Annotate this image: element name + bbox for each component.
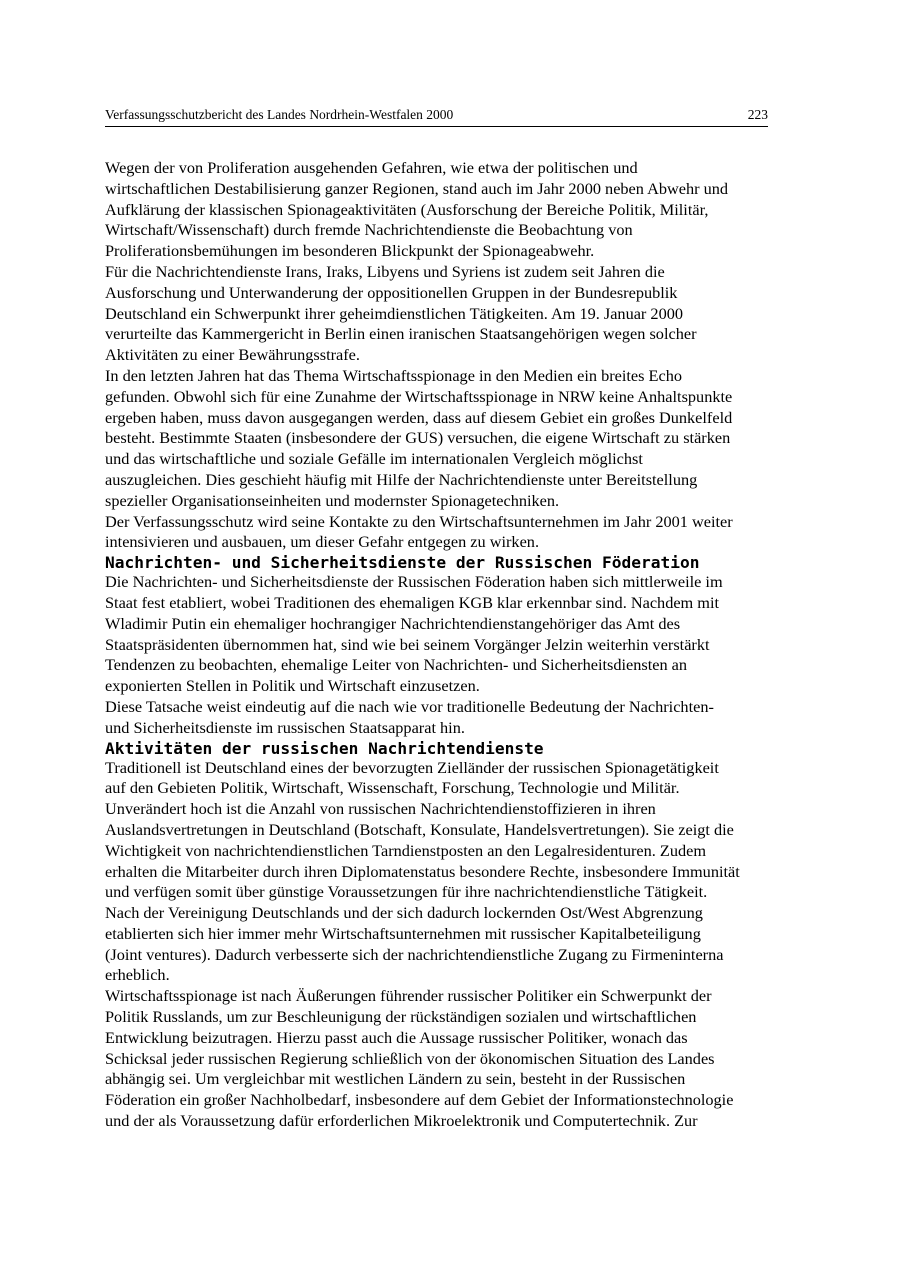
text-line: Der Verfassungsschutz wird seine Kontakte zu den Wirtschaftsunternehmen im Jahr 2001 weiter — [105, 511, 733, 531]
text-line: Die Nachrichten- und Sicherheitsdienste der Russischen Föderation haben sich mittlerweile im — [105, 572, 723, 592]
text-line: gefunden. Obwohl sich für eine Zunahme der Wirtschaftsspionage in NRW keine Anhaltspunkte — [105, 386, 733, 406]
header-title: Verfassungsschutzbericht des Landes Nordrhein-Westfalen 2000 — [105, 107, 454, 122]
text-line: Tendenzen zu beobachten, ehemalige Leiter von Nachrichten- und Sicherheitsdiensten an — [105, 655, 688, 675]
text-line: erhalten die Mitarbeiter durch ihren Diplomatenstatus besondere Rechte, insbesondere Immunität — [105, 861, 740, 881]
text-line: abhängig sei. Um vergleichbar mit westlichen Ländern zu sein, besteht in der Russischen — [105, 1069, 686, 1089]
text-line: Diese Tatsache weist eindeutig auf die nach wie vor traditionelle Bedeutung der Nachrichten- — [105, 696, 714, 716]
paragraph — [105, 758, 795, 800]
text-line: Politik Russlands, um zur Beschleunigung der rückständigen sozialen und wirtschaftlichen — [105, 1007, 697, 1027]
paragraph — [105, 572, 795, 697]
text-line: erheblich. — [105, 965, 170, 985]
text-line: besteht. Bestimmte Staaten (insbesondere der GUS) versuchen, die eigene Wirtschaft zu stärken — [105, 428, 731, 448]
text-line: auf den Gebieten Politik, Wirtschaft, Wissenschaft, Forschung, Technologie und Militär. — [105, 778, 680, 798]
text-line: Für die Nachrichtendienste Irans, Iraks, Libyens und Syriens ist zudem seit Jahren die — [105, 261, 665, 281]
text-line: Schicksal jeder russischen Regierung schließlich von der ökonomischen Situation des Landes — [105, 1048, 715, 1068]
text-line: Unverändert hoch ist die Anzahl von russischen Nachrichtendienstoffizieren in ihren — [105, 799, 656, 819]
text-line: wirtschaftlichen Destabilisierung ganzer Regionen, stand auch im Jahr 2000 neben Abwehr und — [105, 178, 729, 198]
text-line: Wichtigkeit von nachrichtendienstlichen Tarndienstposten an den Legalresidenturen. Zudem — [105, 840, 707, 860]
text-line: Wirtschaftsspionage ist nach Äußerungen führender russischer Politiker ein Schwerpunkt der — [105, 986, 712, 1006]
text-line: auszugleichen. Dies geschieht häufig mit Hilfe der Nachrichtendienste unter Bereitstellung — [105, 469, 698, 489]
document-body — [105, 158, 795, 1132]
russian-activities-section — [105, 758, 795, 1132]
text-line: Aktivitäten zu einer Bewährungsstrafe. — [105, 345, 360, 365]
section-heading-russian-services: Nachrichten- und Sicherheitsdienste der Russischen Föderation — [105, 553, 700, 573]
paragraph — [105, 262, 795, 366]
text-line: Wegen der von Proliferation ausgehenden Gefahren, wie etwa der politischen und — [105, 158, 638, 177]
text-line: Ausforschung und Unterwanderung der oppositionellen Gruppen in der Bundesrepublik — [105, 282, 678, 302]
text-line: In den letzten Jahren hat das Thema Wirtschaftsspionage in den Medien ein breites Echo — [105, 365, 682, 385]
paragraph — [105, 903, 795, 986]
text-line: Nach der Vereinigung Deutschlands und der sich dadurch lockernden Ost/West Abgrenzung — [105, 903, 703, 923]
paragraph — [105, 158, 795, 262]
text-line: Deutschland ein Schwerpunkt ihrer geheimdienstlichen Tätigkeiten. Am 19. Januar 2000 — [105, 303, 683, 323]
running-header — [105, 106, 768, 127]
text-line: Auslandsvertretungen in Deutschland (Botschaft, Konsulate, Handelsvertretungen). Sie zeigt die — [105, 819, 734, 839]
text-line: und der als Voraussetzung dafür erforderlichen Mikroelektronik und Computertechnik. Zur — [105, 1111, 698, 1131]
text-line: verurteilte das Kammergericht in Berlin einen iranischen Staatsangehörigen wegen solcher — [105, 324, 697, 344]
intro-section — [105, 158, 795, 553]
text-line: (Joint ventures). Dadurch verbesserte sich der nachrichtendienstliche Zugang zu Firmeninterna — [105, 944, 724, 964]
text-line: Aufklärung der klassischen Spionageaktivitäten (Ausforschung der Bereiche Politik, Militär, — [105, 199, 709, 219]
text-line: Föderation ein großer Nachholbedarf, insbesondere auf dem Gebiet der Informationstechnologie — [105, 1090, 734, 1110]
page-number: 223 — [747, 107, 768, 122]
text-line: und Sicherheitsdienste im russischen Staatsapparat hin. — [105, 717, 465, 737]
text-line: Staatspräsidenten übernommen hat, sind wie bei seinem Vorgänger Jelzin weiterhin verstärkt — [105, 634, 710, 654]
russian-services-section — [105, 572, 795, 738]
text-line: ergeben haben, muss davon ausgegangen werden, dass auf diesem Gebiet ein großes Dunkelfeld — [105, 407, 733, 427]
section-heading-russian-activities: Aktivitäten der russischen Nachrichtendienste — [105, 738, 544, 758]
text-line: Staat fest etabliert, wobei Traditionen des ehemaligen KGB klar erkennbar sind. Nachdem mit — [105, 592, 720, 612]
text-line: Traditionell ist Deutschland eines der bevorzugten Zielländer der russischen Spionagetätigkeit — [105, 757, 719, 777]
text-line: spezieller Organisationseinheiten und modernster Spionagetechniken. — [105, 490, 560, 510]
paragraph — [105, 512, 795, 554]
text-line: Wirtschaft/Wissenschaft) durch fremde Nachrichtendienste die Beobachtung von — [105, 220, 633, 240]
paragraph — [105, 986, 795, 1132]
text-line: etablierten sich hier immer mehr Wirtschaftsunternehmen mit russischer Kapitalbeteiligung — [105, 923, 701, 943]
paragraph — [105, 799, 795, 903]
text-line: Proliferationsbemühungen im besonderen Blickpunkt der Spionageabwehr. — [105, 241, 595, 261]
text-line: und verfügen somit über günstige Voraussetzungen für ihre nachrichtendienstliche Tätigkeit. — [105, 882, 708, 902]
text-line: exponierten Stellen in Politik und Wirtschaft einzusetzen. — [105, 676, 480, 696]
paragraph — [105, 697, 795, 739]
text-line: intensivieren und ausbauen, um dieser Gefahr entgegen zu wirken. — [105, 532, 540, 552]
text-line: und das wirtschaftliche und soziale Gefälle im internationalen Vergleich möglichst — [105, 449, 643, 469]
text-line: Wladimir Putin ein ehemaliger hochrangiger Nachrichtendienstangehöriger das Amt des — [105, 613, 681, 633]
text-line: Entwicklung beizutragen. Hierzu passt auch die Aussage russischer Politiker, wonach das — [105, 1027, 688, 1047]
paragraph — [105, 366, 795, 512]
